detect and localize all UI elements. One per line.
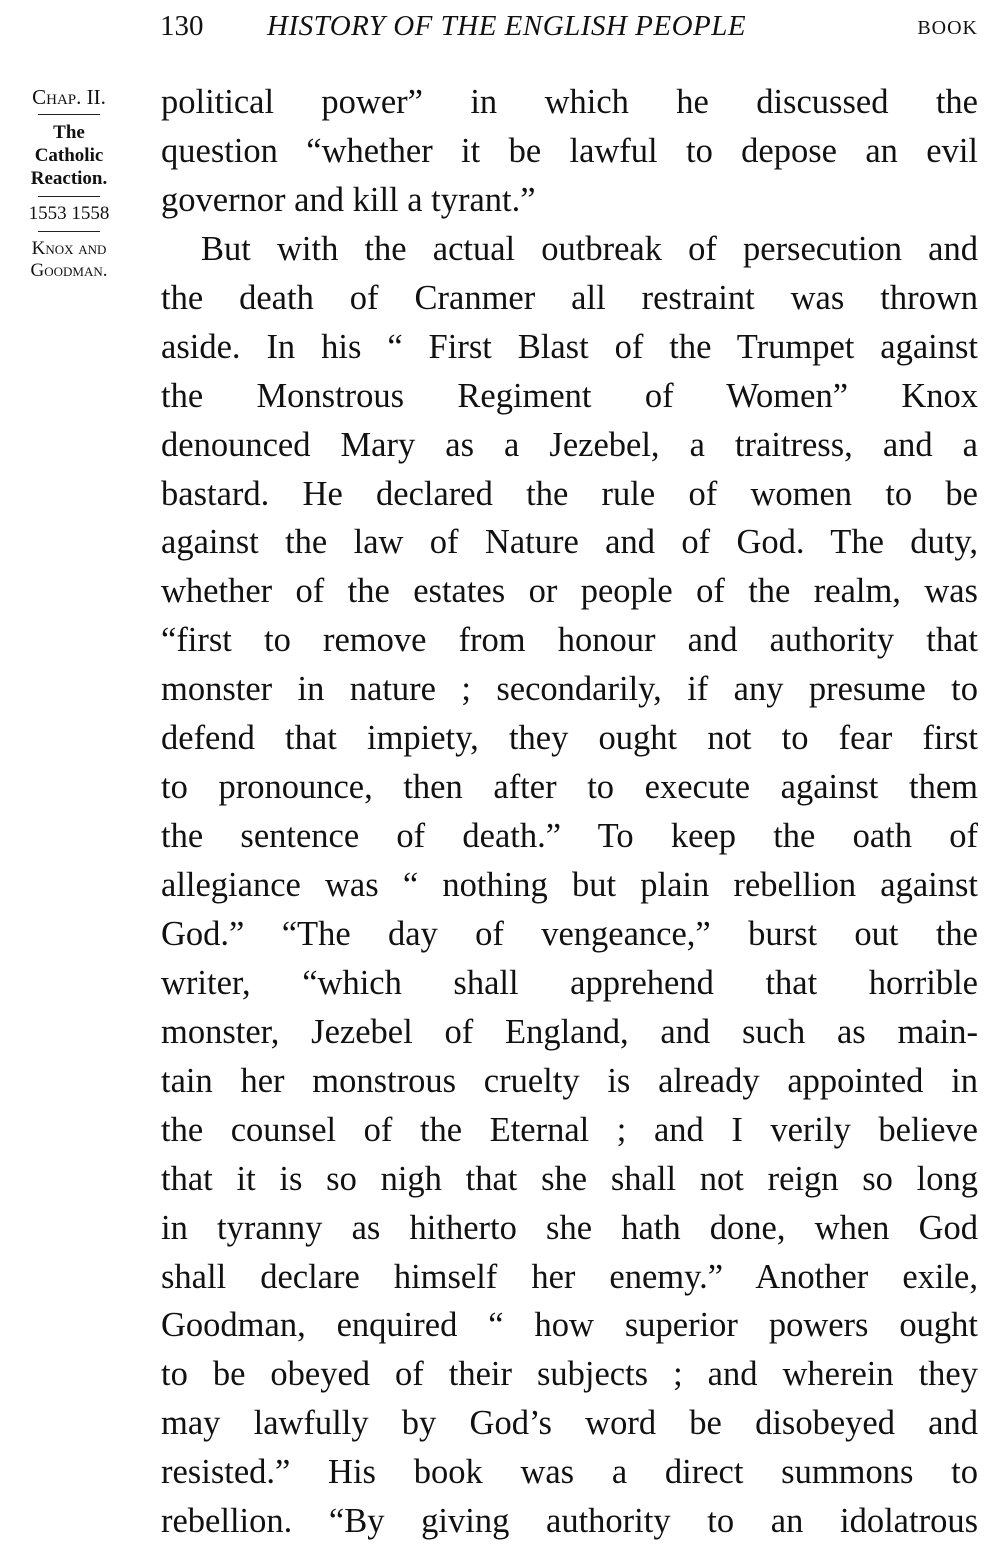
text-line: governor and kill a tyrant.”: [161, 180, 536, 219]
text-line: political power” in which he discussed the: [161, 83, 978, 121]
running-title: HISTORY OF THE ENGLISH PEOPLE: [267, 10, 747, 42]
text-line: bastard. He declared the rule of women to be: [161, 474, 978, 513]
margin-subheading-line: Knox and: [31, 238, 107, 259]
margin-heading-line: The: [53, 122, 85, 143]
text-line: Goodman, enquired “ how superior powers ought: [161, 1306, 978, 1345]
margin-rule: [38, 231, 100, 232]
text-line: rebellion. “By giving authority to an idolatrous: [161, 1502, 978, 1541]
text-line: aside. In his “ First Blast of the Trumpet against: [161, 327, 978, 366]
margin-heading-line: Catholic: [34, 145, 104, 166]
text-line: God.” “The day of vengeance,” burst out the: [161, 914, 978, 953]
text-line: monster, Jezebel of England, and such as main-: [161, 1012, 978, 1051]
text-line: in tyranny as hitherto she hath done, when God: [161, 1208, 978, 1247]
running-header: [160, 8, 978, 44]
margin-chapter: Chap. II.: [32, 85, 106, 109]
margin-subheading: [8, 238, 130, 282]
text-line: But with the actual outbreak of persecution and: [201, 229, 978, 268]
text-line: denounced Mary as a Jezebel, a traitress, and a: [161, 425, 978, 464]
text-line: resisted.” His book was a direct summons to: [161, 1453, 978, 1492]
text-line: whether of the estates or people of the realm, was: [161, 572, 978, 611]
text-line: against the law of Nature and of God. The duty,: [161, 523, 978, 562]
text-line: to pronounce, then after to execute against them: [161, 768, 978, 807]
text-line: tain her monstrous cruelty is already appointed in: [161, 1061, 978, 1100]
text-line: the Monstrous Regiment of Women” Knox: [161, 376, 978, 415]
text-line: monster in nature ; secondarily, if any presume to: [161, 670, 978, 709]
text-line: the death of Cranmer all restraint was thrown: [161, 278, 978, 317]
margin-rule: [38, 196, 100, 197]
running-book-label: BOOK: [917, 17, 978, 39]
margin-heading-line: Reaction.: [30, 168, 108, 189]
margin-dates: 1553 1558: [28, 203, 110, 224]
text-line: that it is so nigh that she shall not reign so long: [161, 1159, 978, 1198]
margin-heading: [8, 121, 130, 190]
margin-notes: [8, 86, 130, 282]
text-line: allegiance was “ nothing but plain rebellion against: [161, 866, 978, 904]
text-line: question “whether it be lawful to depose an evil: [161, 131, 978, 170]
text-line: the counsel of the Eternal ; and I verily believe: [161, 1110, 978, 1149]
text-line: may lawfully by God’s word be disobeyed and: [161, 1404, 978, 1443]
page-number: 130: [160, 10, 204, 42]
margin-subheading-line: Goodman.: [30, 260, 108, 281]
text-line: writer, “which shall apprehend that horrible: [161, 963, 978, 1002]
margin-rule: [38, 114, 100, 115]
text-line: defend that impiety, they ought not to fear first: [161, 719, 978, 758]
text-line: to be obeyed of their subjects ; and wherein they: [161, 1355, 978, 1394]
body-text: [161, 78, 978, 1546]
text-line: shall declare himself her enemy.” Another exile,: [161, 1257, 978, 1296]
text-line: “first to remove from honour and authority that: [161, 621, 978, 660]
text-line: the sentence of death.” To keep the oath of: [161, 817, 978, 856]
